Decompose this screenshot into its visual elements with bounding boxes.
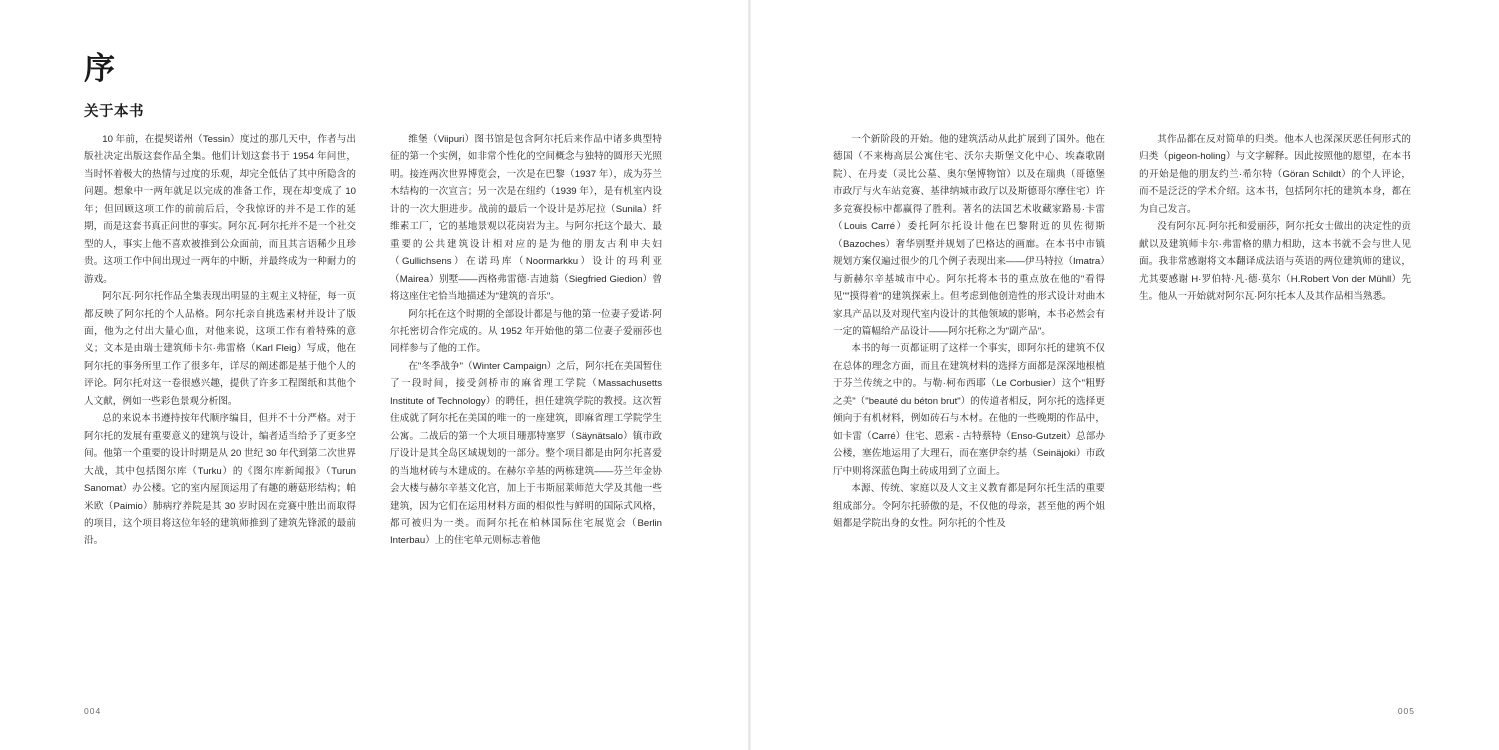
- paragraph: 阿尔瓦·阿尔托作品全集表现出明显的主观主义特征，每一页都反映了阿尔托的个人品格。阿尔托亲自挑选素材并设计了版面，他为之付出大量心血，对他来说，这项工作有着特殊的意义；文本是由瑞士建筑师卡尔·弗雷格（Karl Fleig）写成，他在阿尔托的事务所里工作了很多年，详尽的阐述都是基于他个人的评论。阿尔托对这一卷很感兴趣，提供了许多工程图纸和其他个人文献，例如一些彩色景观分析图。: [84, 291, 356, 407]
- paragraph: 阿尔托在这个时期的全部设计都是与他的第一位妻子爱诺·阿尔托密切合作完成的。从 1952 年开始他的第二位妻子爱丽莎也同样参与了他的工作。: [390, 308, 662, 355]
- text-column-4: [1139, 131, 1411, 308]
- paragraph: 总的来说本书遵持按年代顺序编目，但并不十分严格。对于阿尔托的发展有重要意义的建筑与设计，编者适当给予了更多空间。他第一个重要的设计时期是从 20 世纪 30 年代到第二次世界大战，其中包括图尔库（Turku）的《图尔库新闻报》（Turun Sanomat）办公楼。它的室内屋顶运用了有趣的蘑菇形结构；帕米欧（Paimio）肺病疗养院是其 30 岁时因在竞赛中胜出而取得的项目，这个项目将这位年轻的建筑师推到了建筑先锋派的最前沿。: [84, 413, 356, 547]
- page-title: 序: [84, 51, 116, 86]
- paragraph: 10 年前，在提契诺州（Tessin）度过的那几天中，作者与出版社决定出版这套作品全集。他们计划这套书于 1954 年问世，当时怀着极大的热情与过度的乐观，却完全低估了其中所隐含的问题。想象中一两年就足以完成的准备工作，现在却变成了 10 年；但回顾这项工作的前前后后，令我惊讶的并不是工作的延期，而是这套书真正问世的事实。阿尔瓦·阿尔托并不是一个社交型的人，事实上他不喜欢被推到公众面前，而且其言语稀少且珍贵。这项工作中间出现过一两年的中断，并最终成为一种耐力的游戏。: [84, 134, 356, 285]
- page-subtitle: 关于本书: [84, 104, 144, 121]
- paragraph: 维堡（Viipuri）图书馆是包含阿尔托后来作品中诸多典型特征的第一个实例，如非常个性化的空间概念与独特的圆形天光照明。接连两次世界博览会，一次是在巴黎（1937 年），成为芬兰木结构的一次宣言；另一次是在纽约（1939 年），是有机室内设计的一次大胆进步。战前的最后一个设计是苏尼拉（Sunila）纤维素工厂，它的基地景观以花岗岩为主。与阿尔托这个最大、最重要的公共建筑设计相对应的是为他的朋友古利申夫妇（Gullichsens）在诺玛库（Noormarkku）设计的玛利亚（Mairea）别墅——西格弗雷德·吉迪翁（Siegfried Giedion）曾将这座住宅恰当地描述为"建筑的音乐"。: [390, 134, 662, 303]
- text-column-2: [390, 131, 662, 550]
- page-number-left: 004: [84, 706, 102, 716]
- paragraph: 一个新阶段的开始。他的建筑活动从此扩展到了国外。他在德国（不来梅高层公寓住宅、沃尔夫斯堡文化中心、埃森歌剧院）、在丹麦（灵比公墓、奥尔堡博物馆）以及在瑞典（哥德堡市政厅与火车站竞赛、基律纳城市政厅以及斯德哥尔摩住宅）许多竞赛投标中都赢得了胜利。著名的法国艺术收藏家路易·卡雷（Louis Carré）委托阿尔托设计他在巴黎附近的贝佐彻斯（Bazoches）奢华别墅并规划了巴格达的画廊。在本书中市镇规划方案仅遍过很少的几个例子表现出来——伊马特拉（Imatra）与新赫尔辛基城市中心。阿尔托将本书的重点放在他的"看得见""摸得着"的建筑探索上。但考虑到他创造性的形式设计对曲木家具产品以及对现代室内设计的其他领域的影响，本书必然会有一定的篇幅给产品设计——阿尔托称之为"副产品"。: [833, 134, 1105, 337]
- paragraph: 其作品都在反对简单的归类。他本人也深深厌恶任何形式的归类（pigeon-holing）与文字解释。因此按照他的愿望，在本书的开始是他的朋友约兰·希尔特（Göran Schildt）的个人评论，而不是泛泛的学术介绍。这本书，包括阿尔托的建筑本身，都在为自己发言。: [1139, 134, 1411, 215]
- paragraph: 本书的每一页都证明了这样一个事实，即阿尔托的建筑不仅在总体的理念方面，而且在建筑材料的选择方面都是深深地根植于芬兰传统之中的。与勒·柯布西耶（Le Corbusier）这个"粗野之美"（"beauté du béton brut"）的传道者相反，阿尔托的选择更倾向于有机材料，例如砖石与木材。在他的一些晚期的作品中，如卡雷（Carré）住宅、恩索 - 古特蔡特（Enso-Gutzeit）总部办公楼，塞佐地运用了大理石，而在塞伊奈约基（Seinäjoki）市政厅中则将深蓝色陶土砖成用到了立面上。: [833, 343, 1105, 477]
- text-column-3: [833, 131, 1105, 532]
- page-number-right: 005: [1397, 706, 1415, 716]
- paragraph: 在"冬季战争"（Winter Campaign）之后，阿尔托在美国暂住了一段时间，接受剑桥市的麻省理工学院（Massachusetts Institute of Technology）的聘任，担任建筑学院的教授。这次暂住成就了阿尔托在美国的唯一的一座建筑，即麻省理工学院学生公寓。二战后的第一个大项目珊那特塞罗（Säynätsalo）镇市政厅设计是其全岛区域规划的一部分。整个项目都是由阿尔托喜爱的当地材砖与木建成的。在赫尔辛基的两栋建筑——芬兰年金协会大楼与赫尔辛基文化宫，加上于韦斯屈莱师范大学及其他一些建筑，因为它们在运用材料方面的相似性与鲜明的国际式风格，都可被归为一类。而阿尔托在柏林国际住宅展览会（Berlin Interbau）上的住宅单元则标志着他: [390, 360, 662, 547]
- right-page: [749, 0, 1499, 750]
- paragraph: 没有阿尔瓦·阿尔托和爱丽莎，阿尔托女士做出的决定性的贡献以及建筑师卡尔·弗雷格的鼎力相助，这本书就不会与世人见面。我非常感谢将文本翻译成法语与英语的两位建筑师的建议，尤其要感谢 H·罗伯特·凡·德·莫尔（H.Robert Von der Mühll）先生。他从一开始就对阿尔瓦·阿尔托本人及其作品相当熟悉。: [1139, 221, 1411, 303]
- text-column-1: [84, 131, 356, 550]
- page-title-block: [84, 52, 144, 121]
- paragraph: 本源、传统、家庭以及人文主义教育都是阿尔托生活的重要组成部分。令阿尔托骄傲的是，不仅他的母亲，甚至他的两个姐姐都是学院出身的女性。阿尔托的个性及: [833, 483, 1105, 529]
